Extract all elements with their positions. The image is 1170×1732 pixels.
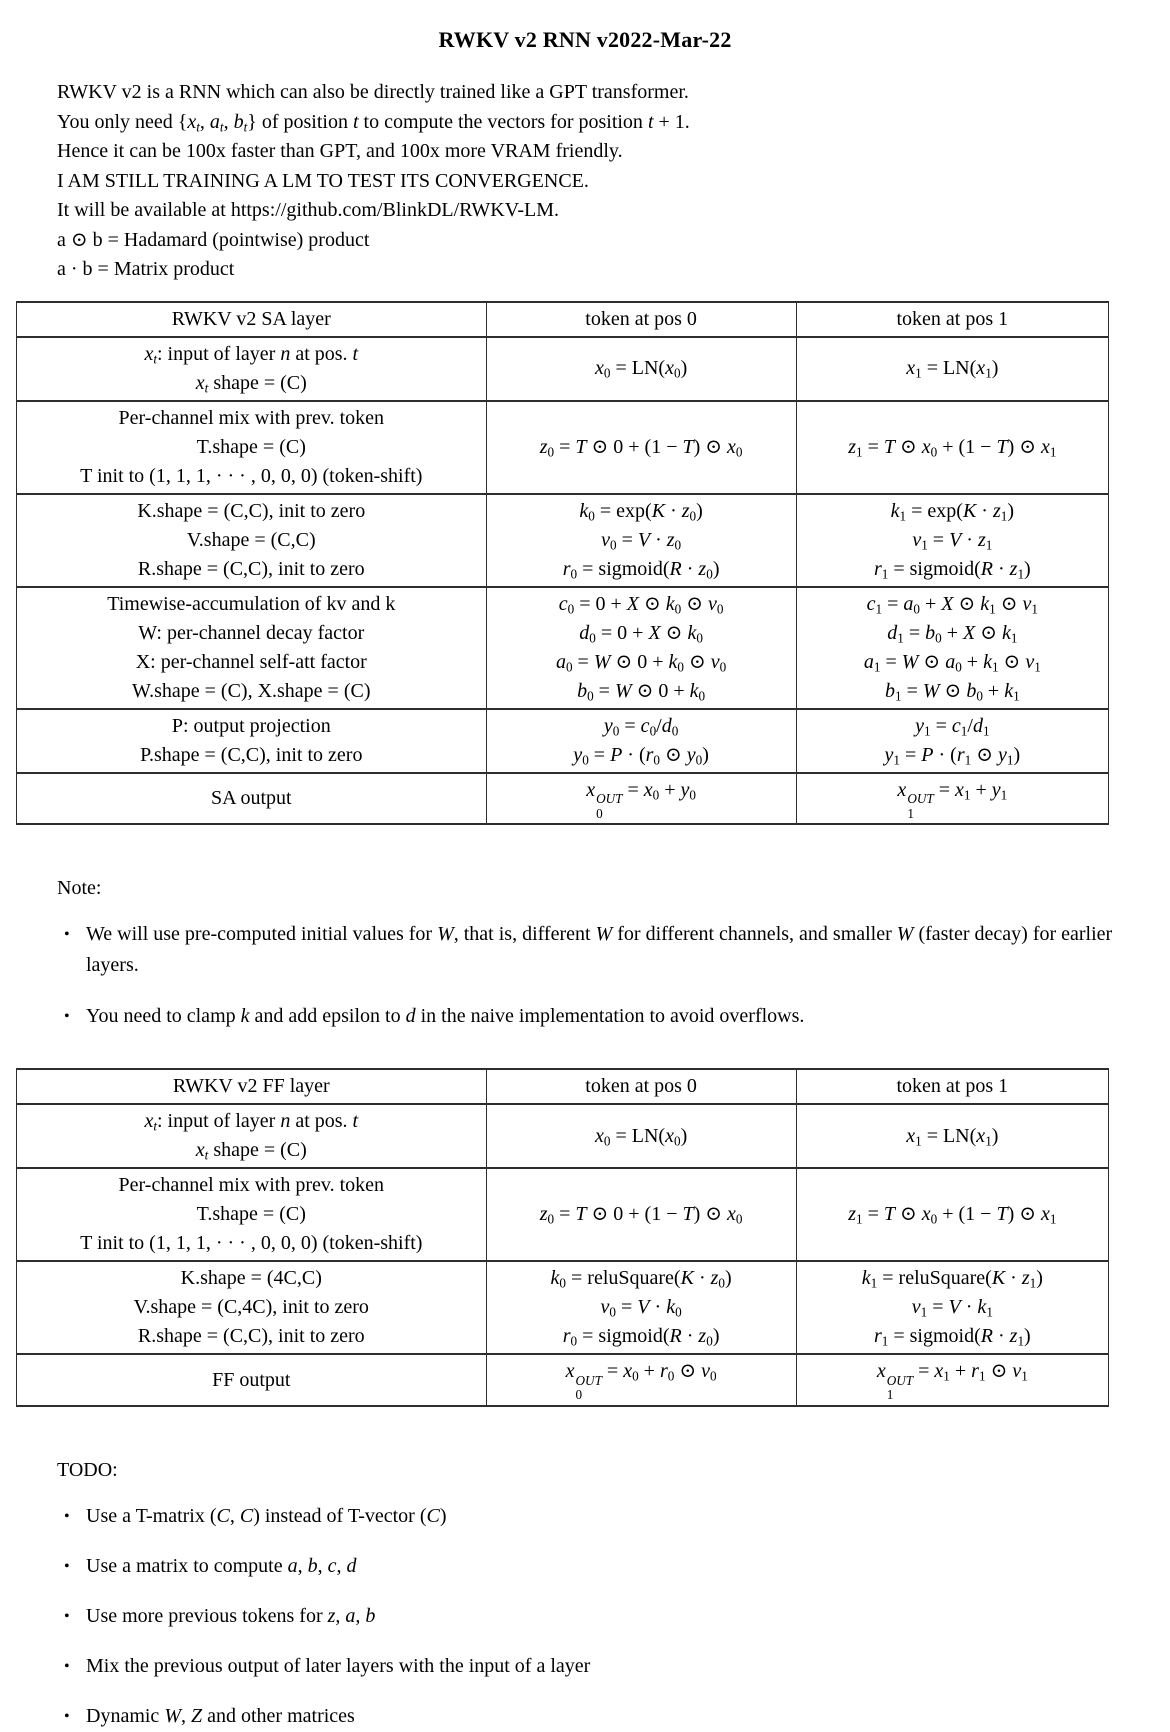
cell-line: R.shape = (C,C), init to zero: [137, 1325, 365, 1348]
cell-line: $x_1 = LN(x_1)$: [906, 1124, 999, 1149]
row-label-cell: [17, 1168, 487, 1261]
formula-cell-pos0: [486, 587, 796, 709]
intro-line: RWKV v2 is a RNN which can also be directly trained like a GPT transformer.: [57, 81, 689, 103]
formula-cell-pos0: [486, 709, 796, 773]
cell-line: T init to (1, 1, 1, · · · , 0, 0, 0) (token-shift): [80, 464, 423, 487]
cell-line: $k_1 = \exp(K \cdot z_1)$: [890, 499, 1015, 523]
cell-line: $c_0 = 0 + X$ ⊙ $k_0$ ⊙ $v_0$: [558, 592, 724, 616]
ff-layer-table: [16, 1068, 1109, 1407]
bullet-text: Use a matrix to compute a, b, c, d: [86, 1555, 357, 1578]
cell-line: $v_1 = V \cdot k_1$: [911, 1296, 993, 1320]
cell-line: $d_0 = 0 + X$ ⊙ $k_0$: [579, 621, 703, 645]
intro-line-repo-url: It will be available at https://github.com/BlinkDL/RWKV-LM.: [57, 199, 559, 221]
formula-cell-pos0: [486, 494, 796, 587]
note-bullet: [64, 1001, 1140, 1032]
formula-cell-pos1: [796, 1168, 1108, 1261]
note-bullet-list: [0, 919, 1170, 1032]
cell-line: $z_1 = T$ ⊙ $x_0 + (1 - T)$ ⊙ $x_1$: [848, 435, 1057, 459]
cell-line: x OUT 0 = $x_0 + y_0$: [586, 778, 697, 821]
bullet-text: Use a T-matrix (C, C) instead of T-vector (C): [86, 1505, 447, 1528]
note-bullet: [64, 919, 1140, 981]
formula-cell-pos0: [486, 1261, 796, 1354]
table-row: [17, 587, 1109, 709]
formula-cell-pos0: [486, 1354, 796, 1406]
table-header-layer: RWKV v2 SA layer: [17, 302, 487, 337]
row-label-cell: [17, 1261, 487, 1354]
table-row: [17, 494, 1109, 587]
bullet-icon: •: [64, 1508, 70, 1526]
cell-line: Per-channel mix with prev. token: [118, 406, 384, 429]
bullet-text: You need to clamp k and add epsilon to d in the naive implementation to avoid overflows.: [86, 1005, 805, 1028]
cell-line: SA output: [210, 786, 292, 809]
cell-line: K.shape = (4C,C): [180, 1267, 322, 1290]
intro-line-matrix-def: a · b = Matrix product: [57, 258, 235, 280]
cell-line: $z_0 = T$ ⊙ 0 + (1 − T) ⊙ $x_0$: [539, 1203, 743, 1227]
table-row: [17, 773, 1109, 825]
row-label-cell: [17, 709, 487, 773]
formula-cell-pos1: [796, 401, 1108, 494]
ff-table-header-row: [17, 1069, 1109, 1104]
cell-line: R.shape = (C,C), init to zero: [137, 557, 365, 580]
table-row: [17, 1168, 1109, 1261]
cell-line: T.shape = (C): [196, 1203, 306, 1226]
bullet-text: We will use pre-computed initial values for W, that is, different W for different channels, and smaller W (faster decay) for earlier layers.: [86, 923, 1113, 977]
cell-line: $x_0 = LN(x_0)$: [594, 357, 688, 381]
table-row: [17, 1104, 1109, 1168]
formula-cell-pos1: [796, 1104, 1108, 1168]
cell-line: Timewise-accumulation of kv and k: [107, 592, 396, 615]
row-label-cell: [17, 401, 487, 494]
row-label-cell: [17, 1354, 487, 1406]
cell-line: $r_0$ = sigmoid(R · $z_0$): [562, 1325, 720, 1349]
cell-line: $y_1 = P \cdot (r_1$ ⊙ $y_1$): [884, 743, 1021, 767]
table-header-pos1: token at pos 1: [796, 1069, 1108, 1104]
table-row: [17, 1261, 1109, 1354]
todo-heading: TODO:: [57, 1459, 118, 1482]
cell-line: $d_1 = b_0 + X$ ⊙ $k_1$: [887, 621, 1018, 645]
table-row: [17, 401, 1109, 494]
table-header-layer: RWKV v2 FF layer: [17, 1069, 487, 1104]
page-title: RWKV v2 RNN v2022-Mar-22: [438, 27, 732, 52]
formula-cell-pos0: [486, 1104, 796, 1168]
cell-line: $y_0 = P \cdot (r_0$ ⊙ $y_0$): [573, 743, 709, 767]
cell-line: $k_0$ = reluSquare(K · $z_0$): [550, 1267, 732, 1291]
formula-cell-pos0: [486, 773, 796, 825]
formula-cell-pos1: [796, 1354, 1108, 1406]
cell-line: $z_0 = T$ ⊙ 0 + (1 − T) ⊙ $x_0$: [539, 435, 743, 459]
cell-line: $c_1 = a_0 + X$ ⊙ $k_1$ ⊙ $v_1$: [866, 592, 1039, 616]
formula-cell-pos0: [486, 337, 796, 401]
bullet-icon: •: [64, 1708, 70, 1726]
table-row: [17, 709, 1109, 773]
table-header-pos0: token at pos 0: [486, 1069, 796, 1104]
cell-line: T.shape = (C): [196, 435, 306, 458]
cell-line: $r_0$ = sigmoid(R · $z_0$): [562, 557, 720, 581]
todo-bullet-list: [0, 1501, 1170, 1732]
cell-line: x OUT 1 = $x_1 + y_1$: [897, 778, 1008, 821]
cell-line: $x_0 = LN(x_0)$: [594, 1124, 688, 1149]
cell-line: $x_1 = LN(x_1)$: [906, 357, 999, 381]
cell-line: $x_t$ shape = (C): [195, 1139, 307, 1163]
cell-line: $y_1 = c_1/d_1$: [915, 714, 990, 738]
cell-line: $k_0 = \exp(K \cdot z_0)$: [579, 499, 703, 523]
formula-cell-pos1: [796, 1261, 1108, 1354]
cell-line: $v_1 = V \cdot z_1$: [912, 528, 993, 552]
formula-cell-pos1: [796, 337, 1108, 401]
row-label-cell: [17, 773, 487, 825]
todo-bullet: [64, 1551, 1140, 1582]
bullet-text: Use more previous tokens for z, a, b: [86, 1605, 376, 1628]
row-label-cell: [17, 587, 487, 709]
cell-line: $x_t$ shape = (C): [195, 371, 307, 395]
formula-cell-pos1: [796, 709, 1108, 773]
row-label-cell: [17, 494, 487, 587]
intro-line: I AM STILL TRAINING A LM TO TEST ITS CONVERGENCE.: [57, 169, 589, 192]
cell-line: W: per-channel decay factor: [138, 621, 365, 644]
cell-line: V.shape = (C,4C), init to zero: [133, 1296, 369, 1319]
bullet-icon: •: [64, 926, 70, 944]
intro-line: You only need {$x_t$, $a_t$, $b_t$} of position t to compute the vectors for position t + 1.: [57, 110, 690, 134]
cell-line: x OUT 0 = $x_0 + r_0$ ⊙ $v_0$: [565, 1360, 717, 1403]
cell-line: T init to (1, 1, 1, · · · , 0, 0, 0) (token-shift): [80, 1232, 423, 1255]
todo-bullet: [64, 1701, 1140, 1732]
cell-line: $z_1 = T$ ⊙ $x_0 + (1 - T)$ ⊙ $x_1$: [848, 1203, 1057, 1227]
bullet-icon: •: [64, 1008, 70, 1026]
formula-cell-pos0: [486, 401, 796, 494]
note-heading: Note:: [57, 877, 102, 900]
intro-line: Hence it can be 100x faster than GPT, and 100x more VRAM friendly.: [57, 140, 623, 162]
formula-cell-pos1: [796, 494, 1108, 587]
cell-line: x OUT 1 = $x_1 + r_1$ ⊙ $v_1$: [876, 1360, 1028, 1403]
cell-line: P: output projection: [171, 714, 331, 737]
table-row: [17, 1354, 1109, 1406]
cell-line: $x_t$: input of layer n at pos. t: [144, 1110, 359, 1134]
cell-line: V.shape = (C,C): [186, 528, 316, 551]
cell-line: P.shape = (C,C), init to zero: [140, 743, 363, 766]
cell-line: $v_0 = V \cdot k_0$: [600, 1296, 682, 1320]
bullet-text: Mix the previous output of later layers with the input of a layer: [86, 1655, 591, 1678]
table-header-pos0: token at pos 0: [486, 302, 796, 337]
cell-line: $a_0 = W$ ⊙ $0 + k_0$ ⊙ $v_0$: [555, 650, 727, 674]
cell-line: K.shape = (C,C), init to zero: [137, 499, 366, 522]
formula-cell-pos1: [796, 587, 1108, 709]
intro-paragraph: [57, 78, 1170, 285]
row-label-cell: [17, 337, 487, 401]
todo-bullet: [64, 1501, 1140, 1532]
bullet-icon: •: [64, 1658, 70, 1676]
intro-line-hadamard-def: a ⊙ b = Hadamard (pointwise) product: [57, 228, 370, 251]
cell-line: $a_1 = W$ ⊙ $a_0 + k_1$ ⊙ $v_1$: [863, 650, 1041, 674]
cell-line: X: per-channel self-att factor: [135, 650, 367, 673]
formula-cell-pos0: [486, 1168, 796, 1261]
cell-line: W.shape = (C), X.shape = (C): [132, 679, 371, 702]
cell-line: $r_1$ = sigmoid(R · $z_1$): [873, 557, 1031, 581]
table-row: [17, 337, 1109, 401]
cell-line: $r_1$ = sigmoid(R · $z_1$): [873, 1325, 1031, 1349]
cell-line: $y_0 = c_0/d_0$: [603, 714, 679, 738]
todo-bullet: [64, 1601, 1140, 1632]
cell-line: $x_t$: input of layer n at pos. t: [144, 342, 359, 366]
cell-line: $b_0 = W$ ⊙ $0 + k_0$: [577, 679, 706, 703]
bullet-icon: •: [64, 1608, 70, 1626]
row-label-cell: [17, 1104, 487, 1168]
sa-table-header-row: [17, 302, 1109, 337]
table-header-pos1: token at pos 1: [796, 302, 1108, 337]
cell-line: $b_1 = W$ ⊙ $b_0 + k_1$: [885, 679, 1020, 703]
todo-bullet: [64, 1651, 1140, 1682]
bullet-text: Dynamic W, Z and other matrices: [86, 1705, 355, 1728]
formula-cell-pos1: [796, 773, 1108, 825]
cell-line: $v_0 = V \cdot z_0$: [601, 528, 682, 552]
bullet-icon: •: [64, 1558, 70, 1576]
cell-line: Per-channel mix with prev. token: [118, 1174, 384, 1197]
cell-line: $k_1$ = reluSquare(K · $z_1$): [861, 1267, 1043, 1291]
sa-layer-table: [16, 301, 1109, 826]
cell-line: FF output: [212, 1368, 291, 1391]
